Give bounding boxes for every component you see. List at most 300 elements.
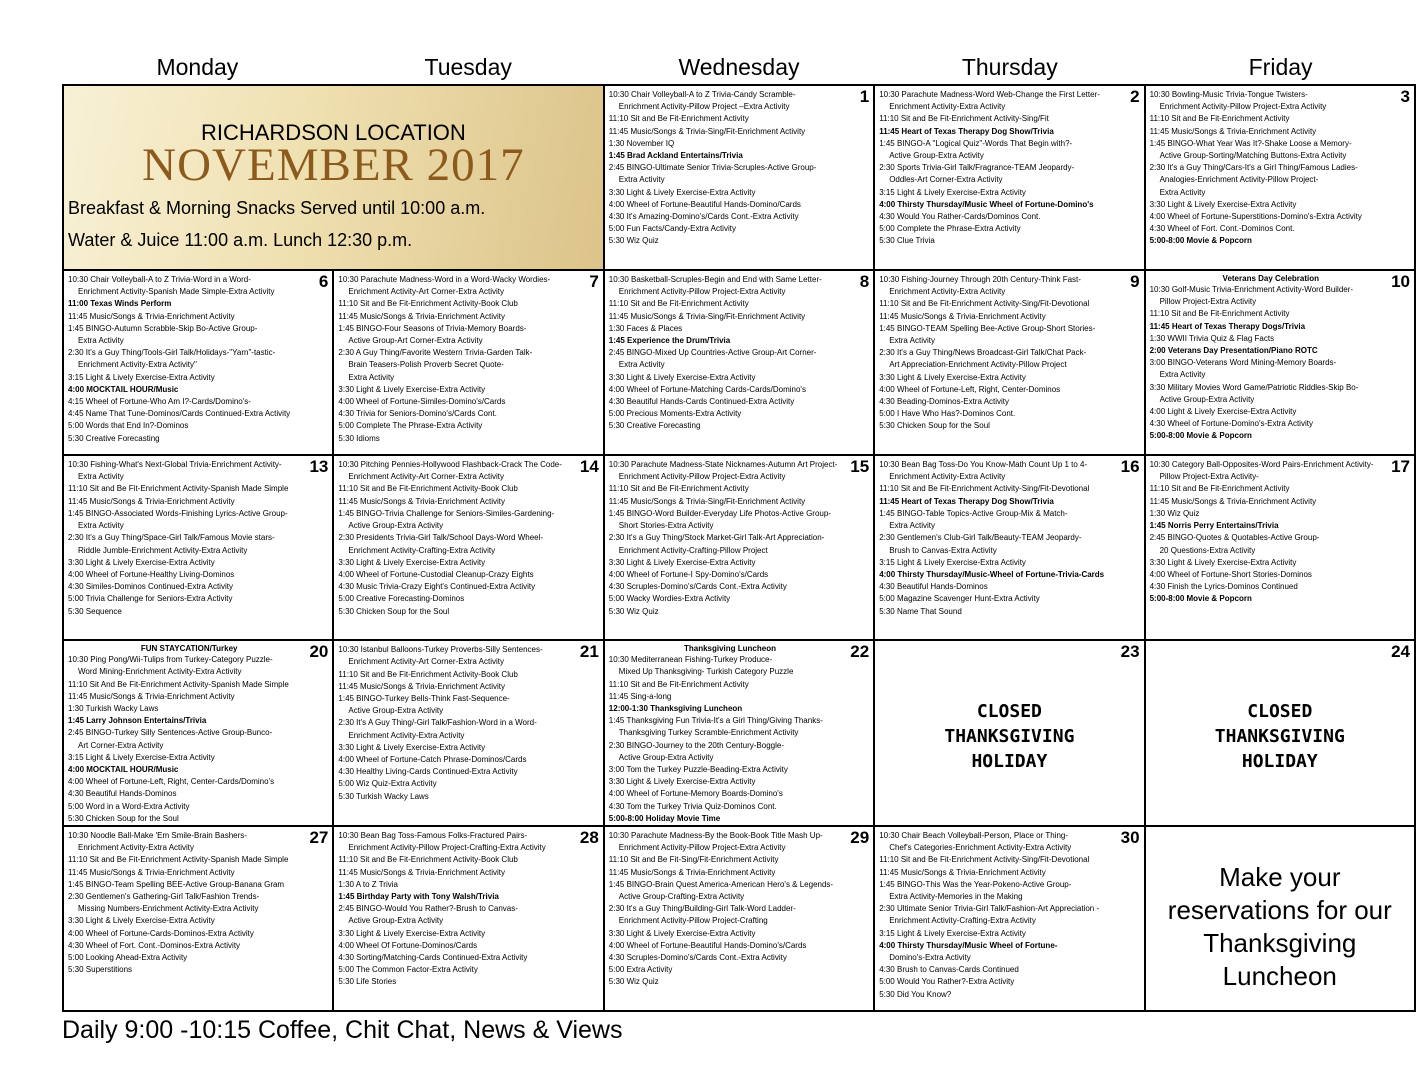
day-cell-29 xyxy=(605,827,875,1012)
activity-item: 2:30 Ultimate Senior Trivia-Girl Talk/Fashion-Art Appreciation - xyxy=(879,904,1100,914)
activity-item: 5:30 Life Stories xyxy=(338,977,397,987)
day-cell-1 xyxy=(605,86,875,271)
day-cell-21 xyxy=(334,641,604,827)
activity-item: 10:30 Noodle Ball-Make 'Em Smile-Brain Bashers- xyxy=(68,830,247,840)
activity-item: 2:30 A Guy Thing/Favorite Western Trivia-Garden Talk- xyxy=(338,348,533,358)
activity-item: 11:10 Sit and Be Fit-Enrichment Activity-Spanish Made Simple xyxy=(68,484,289,494)
activity-item: Pillow Project-Extra Activity- xyxy=(1159,472,1259,482)
day-number: 24 xyxy=(1391,642,1410,662)
activity-item: 4:30 Wheel of Fortune-Domino's-Extra Activity xyxy=(1149,419,1313,429)
day-cell-10 xyxy=(1146,271,1416,456)
activity-item: 10:30 Fishing-Journey Through 20th Century-Think Fast- xyxy=(879,275,1081,285)
activity-item: 4:30 Brush to Canvas-Cards Continued xyxy=(879,965,1019,975)
activity-item: 11:45 Music/Songs & Trivia-Enrichment Activity xyxy=(68,691,235,701)
activity-item: 4:30 Wheel of Fort. Cont.-Dominos Cont. xyxy=(1149,224,1295,234)
activity-item: 1:45 BINGO-TEAM Spelling Bee-Active Group-Short Stories- xyxy=(879,323,1096,333)
activity-item: 3:30 Light & Lively Exercise-Extra Activity xyxy=(879,372,1026,382)
activity-item: 5:00 Word in a Word-Extra Activity xyxy=(68,801,190,811)
activity-item: 11:45 Heart of Texas Therapy Dogs/Trivia xyxy=(1149,321,1306,331)
activity-item: 5:00-8:00 Movie & Popcorn xyxy=(1149,431,1252,441)
activity-item: 4:00 Wheel of Fortune-Similes-Domino's/Cards xyxy=(338,397,506,407)
activity-item: 5:00 Would You Rather?-Extra Activity xyxy=(879,977,1015,987)
activity-list xyxy=(879,827,1140,1001)
activity-item: Enrichment Activity-Extra Activity xyxy=(889,472,1006,482)
activity-list xyxy=(338,644,598,803)
activity-item: 11:45 Music/Songs & Trivia-Enrichment Activity xyxy=(338,867,505,877)
activity-item: 11:10 Sit and Be Fit-Enrichment Activity-Sing/Fit-Devotional xyxy=(879,299,1090,309)
activity-item: 1:45 Thanksgiving Fun Trivia-It's a Girl Thing/Giving Thanks- xyxy=(608,716,823,726)
activity-item: 4:00 Thirsty Thursday/Music-Wheel of Fortune-Trivia-Cards xyxy=(879,569,1105,579)
activity-item: 11:10 Sit and Be Fit-Enrichment Activity xyxy=(1149,309,1290,319)
activity-item: 4:30 Scruples-Domino's/Cards Cont.-Extra Activity xyxy=(608,952,787,962)
activity-item: 4:00 Light & Lively Exercise-Extra Activity xyxy=(1149,407,1297,417)
activity-item: 11:10 Sit and Be Fit-Enrichment Activity-Sing/Fit xyxy=(879,114,1049,124)
day-event-heading: FUN STAYCATION/Turkey xyxy=(140,644,238,654)
activity-item: 3:00 Tom the Turkey Puzzle-Beading-Extra Activity xyxy=(608,764,788,774)
activity-item: 5:30 Creative Forecasting xyxy=(68,433,160,443)
activity-item: 5:00-8:00 Movie & Popcorn xyxy=(1149,594,1252,604)
activity-item: 5:30 Wiz Quiz xyxy=(608,977,659,987)
activity-item: 10:30 Parachute Madness-By the Book-Book Title Mash Up- xyxy=(608,830,823,840)
activity-item: 1:45 BINGO-Word Builder-Everyday Life Photos-Active Group- xyxy=(608,508,831,518)
activity-item: 2:30 It's a Guy Thing/Building-Girl Talk-Word Ladder- xyxy=(608,904,796,914)
activity-item: 4:00 Wheel of Fortune-Beautiful Hands-Domino/Cards xyxy=(608,199,801,209)
activity-item: Short Stories-Extra Activity xyxy=(618,521,714,531)
activity-item: 4:30 Trivia for Seniors-Domino's/Cards Cont. xyxy=(338,409,497,419)
activity-item: 1:45 Birthday Party with Tony Walsh/Trivia xyxy=(338,891,499,901)
activity-item: 5:30 Did You Know? xyxy=(879,989,952,999)
weekday-thursday: Thursday xyxy=(961,54,1058,80)
activity-item: Extra Activity xyxy=(348,372,395,382)
day-cell-2 xyxy=(875,86,1145,271)
activity-item: 11:10 Sit and Be Fit-Enrichment Activity-Book Club xyxy=(338,484,518,494)
activity-item: Extra Activity xyxy=(1159,187,1206,197)
activity-item: 4:00 Wheel of Fortune-Short Stories-Dominos xyxy=(1149,569,1312,579)
activity-item: Enrichment Activity-Extra Activity xyxy=(78,843,195,853)
activity-item: 11:10 Sit and Be Fit-Enrichment Activity xyxy=(1149,484,1290,494)
activity-item: 10:30 Bean Bag Toss-Do You Know-Math Count Up 1 to 4- xyxy=(879,460,1088,470)
weekday-header-row xyxy=(62,52,1416,82)
activity-item: 4:00 Wheel of Fortune-Healthy Living-Dominos xyxy=(68,569,235,579)
activity-item: 4:30 Sorting/Matching-Cards Continued-Extra Activity xyxy=(338,952,528,962)
activity-item: Active Group-Art Corner-Extra Activity xyxy=(348,336,483,346)
activity-item: 2:30 Sports Trivia-Girl Talk/Fragrance-TEAM Jeopardy- xyxy=(879,163,1075,173)
activity-item: Art Appreciation-Enrichment Activity-Pillow Project xyxy=(889,360,1067,370)
activity-item: 4:00 Thirsty Thursday/Music Wheel of Fortune-Domino's xyxy=(879,199,1094,209)
activity-item: 3:15 Light & Lively Exercise-Extra Activity xyxy=(68,372,215,382)
day-number: 23 xyxy=(1120,642,1140,662)
activity-item: 1:45 Norris Perry Entertains/Trivia xyxy=(1149,521,1279,531)
day-number: 30 xyxy=(1120,827,1140,847)
activity-item: 10:30 Ping Pong/Wii-Tulips from Turkey-Category Puzzle- xyxy=(68,655,273,665)
activity-item: Enrichment Activity-Spanish Made Simple-Extra Activity xyxy=(78,287,275,297)
activity-item: Oddles-Art Corner-Extra Activity xyxy=(889,175,1003,185)
day-cell-27 xyxy=(64,827,334,1012)
activity-item: 11:45 Music/Songs & Trivia-Enrichment Activity xyxy=(338,496,505,506)
activity-list xyxy=(68,654,328,825)
activity-item: Enrichment Activity-Extra Activity xyxy=(889,287,1006,297)
activity-item: Enrichment Activity-Pillow Project-Extra Activity xyxy=(618,287,786,297)
activity-item: 4:00 Wheel of Fortune-Custodial Cleanup-Crazy Eights xyxy=(338,569,534,579)
activity-item: Enrichment Activity-Pillow Project-Crafting xyxy=(618,916,768,926)
activity-item: 2:45 BINGO-Mixed Up Countries-Active Group-Art Corner- xyxy=(608,348,817,358)
activity-list xyxy=(68,274,328,445)
activity-item: 4:30 Beautiful Hands-Cards Continued-Extra Activity xyxy=(608,397,795,407)
activity-item: 10:30 Mediterranean Fishing-Turkey Produce- xyxy=(608,655,773,665)
day-number: 16 xyxy=(1120,457,1140,477)
activity-item: Enrichment Activity-Crafting-Pillow Project xyxy=(618,545,768,555)
activity-item: Extra Activity xyxy=(889,521,935,531)
day-number: 8 xyxy=(859,272,870,292)
activity-item: 10:30 Bean Bag Toss-Famous Folks-Fractured Pairs- xyxy=(338,830,528,840)
activity-item: 5:00 Extra Activity xyxy=(608,965,673,975)
activity-item: 5:30 Wiz Quiz xyxy=(608,606,659,616)
activity-item: Enrichment Activity-Art Corner-Extra Activity xyxy=(348,287,504,297)
activity-item: 1:30 Turkish Wacky Laws xyxy=(68,703,159,713)
activity-item: Brush to Canvas-Extra Activity xyxy=(889,545,997,555)
activity-item: 10:30 Chair Volleyball-A to Z Trivia-Candy Scramble- xyxy=(608,90,796,99)
activity-item: 5:30 Superstitions xyxy=(68,965,133,975)
activity-item: 1:45 BINGO-Trivia Challenge for Seniors-Similes-Gardening- xyxy=(338,508,555,518)
activity-item: 3:30 Light & Lively Exercise-Extra Activity xyxy=(608,928,756,938)
activity-item: 3:30 Military Movies Word Game/Patriotic Riddles-Skip Bo- xyxy=(1149,382,1359,392)
activity-item: 2:30 Gentlemen's Club-Girl Talk/Beauty-TEAM Jeopardy- xyxy=(879,533,1082,543)
location-title: RICHARDSON LOCATION xyxy=(200,120,466,145)
activity-item: 5:30 Idioms xyxy=(338,433,380,443)
reservation-note: Make your reservations for our Thanksgiving Luncheon xyxy=(1167,861,1392,991)
activity-item: 11:10 Sit and Be Fit-Enrichment Activity-Sing/Fit-Devotional xyxy=(879,855,1090,865)
activity-item: 4:15 Wheel of Fortune-Who Am I?-Cards/Domino's- xyxy=(68,397,251,407)
day-cell-14 xyxy=(334,456,604,641)
closed-notice xyxy=(1146,699,1414,774)
activity-item: 1:30 November IQ xyxy=(608,138,675,148)
activity-item: 4:00 Wheel of Fortune-Left, Right, Center-Cards/Domino's xyxy=(68,777,275,787)
activity-item: 1:45 BINGO-Brain Quest America-American Hero's & Legends- xyxy=(608,879,834,889)
activity-item: 10:30 Chair Volleyball-A to Z Trivia-Word in a Word- xyxy=(68,275,251,285)
activity-item: 4:30 Tom the Turkey Trivia Quiz-Dominos Cont. xyxy=(608,801,777,811)
activity-item: Enrichment Activity-Pillow Project-Crafting-Extra Activity xyxy=(348,843,546,853)
activity-item: Analogies-Enrichment Activity-Pillow Project- xyxy=(1159,175,1319,185)
activity-item: 5:30 Chicken Soup for the Soul xyxy=(338,606,450,616)
activity-item: 4:00 Wheel of Fortune-Superstitions-Domino's-Extra Activity xyxy=(1149,212,1362,222)
activity-item: Enrichment Activity-Art Corner-Extra Activity xyxy=(348,657,504,667)
day-cell-28 xyxy=(334,827,604,1012)
activity-item: 11:45 Music/Songs & Trivia-Enrichment Activity xyxy=(879,867,1046,877)
activity-item: 2:30 Gentlemen's Gathering-Girl Talk/Fashion Trends- xyxy=(68,891,260,901)
activity-item: 11:45 Music/Songs & Trivia-Sing/Fit-Enrichment Activity xyxy=(608,496,806,506)
activity-item: 5:30 Chicken Soup for the Soul xyxy=(879,421,990,431)
activity-item: 3:30 Light & Lively Exercise-Extra Activity xyxy=(338,742,486,752)
activity-item: Enrichment Activity-Pillow Project-Extra Activity xyxy=(618,843,786,853)
day-cell-20 xyxy=(64,641,334,827)
breakfast-info: Breakfast & Morning Snacks Served until 10:00 a.m. xyxy=(68,198,486,218)
activity-item: 2:30 It's A Guy Thing/-Girl Talk/Fashion-Word in a Word- xyxy=(338,718,537,728)
activity-item: 11:45 Music/Songs & Trivia-Enrichment Activity xyxy=(68,311,235,321)
day-cell-16 xyxy=(875,456,1145,641)
activity-item: 1:30 A to Z Trivia xyxy=(338,879,398,889)
day-number: 22 xyxy=(850,642,870,662)
activity-item: 2:30 Presidents Trivia-Girl Talk/School Days-Word Wheel- xyxy=(338,533,544,543)
activity-list xyxy=(338,274,598,445)
activity-list xyxy=(338,827,599,989)
activity-item: 11:10 Sit and Be Fit-Sing/Fit-Enrichment Activity xyxy=(608,855,779,865)
activity-item: 5:30 Sequence xyxy=(68,606,122,616)
activity-item: 1:45 BINGO-This Was the Year-Pokeno-Active Group- xyxy=(879,879,1072,889)
day-number: 14 xyxy=(579,457,599,477)
activity-item: 10:30 Parachute Madness-State Nicknames-Autumn Art Project- xyxy=(608,460,838,470)
day-cell-6 xyxy=(64,271,334,456)
day-cell-24 xyxy=(1146,641,1416,827)
activity-item: Enrichment Activity-Crafting-Extra Activity xyxy=(889,916,1036,926)
activity-item: 5:00 Words that End In?-Dominos xyxy=(68,421,189,431)
activity-item: 10:30 Parachute Madness-Word in a Word-Wacky Wordies- xyxy=(338,275,551,285)
activity-item: 4:30 Finish the Lyrics-Dominos Continued xyxy=(1149,582,1298,592)
activity-item: Brain Teasers-Polish Proverb Secret Quote- xyxy=(348,360,504,370)
activity-item: 4:30 It's Amazing-Domino's/Cards Cont.-Extra Activity xyxy=(608,212,799,222)
activity-item: 5:00-8:00 Movie & Popcorn xyxy=(1149,236,1252,246)
activity-item: Active Group-Extra Activity xyxy=(889,151,984,161)
activity-item: 10:30 Chair Beach Volleyball-Person, Place or Thing- xyxy=(879,830,1069,840)
activity-item: 11:45 Music/Songs & Trivia-Enrichment Activity xyxy=(338,311,505,321)
day-number: 29 xyxy=(850,827,870,847)
day-number: 13 xyxy=(309,457,329,477)
activity-item: 4:00 Wheel of Fortune-Beautiful Hands-Domino's/Cards xyxy=(608,940,807,950)
activity-item: 2:30 It's a Guy Thing/Cars-It's a Girl Thing/Famous Ladies- xyxy=(1149,163,1358,173)
activity-item: 4:30 Similes-Dominos Continued-Extra Activity xyxy=(68,582,233,592)
activity-item: 12:00-1:30 Thanksgiving Luncheon xyxy=(608,703,743,713)
activity-item: Active Group-Extra Activity xyxy=(1159,394,1255,404)
activity-list xyxy=(1150,89,1410,248)
activity-item: 10:30 Istanbul Balloons-Turkey Proverbs-Silly Sentences- xyxy=(338,645,543,655)
activity-item: 4:00 Wheel of Fortune-Matching Cards-Cards/Domino's xyxy=(608,384,806,394)
activity-item: 11:10 Sit and Be Fit-Enrichment Activity-Book Club xyxy=(338,669,518,679)
weekday-wednesday: Wednesday xyxy=(678,54,800,80)
activity-item: Art Corner-Extra Activity xyxy=(78,740,164,750)
activity-item: Domino's-Extra Activity xyxy=(889,952,971,962)
day-cell-7 xyxy=(334,271,604,456)
activity-item: 11:45 Heart of Texas Therapy Dog Show/Trivia xyxy=(879,496,1054,506)
activity-item: 3:30 Light & Lively Exercise-Extra Activity xyxy=(338,928,486,938)
activity-item: 11:10 Sit and Be Fit-Enrichment Activity-Book Club xyxy=(338,855,518,865)
activity-item: 5:00 I Have Who Has?-Dominos Cont. xyxy=(879,409,1016,419)
activity-item: Chef's Categories-Enrichment Activity-Extra Activity xyxy=(889,843,1072,853)
activity-item: Active Group-Extra Activity xyxy=(348,916,444,926)
activity-item: Extra Activity xyxy=(618,360,665,370)
activity-item: 3:30 Light & Lively Exercise-Extra Activity xyxy=(1149,199,1297,209)
activity-item: 5:00 Magazine Scavenger Hunt-Extra Activity xyxy=(879,594,1040,604)
activity-item: 4:30 Music Trivia-Crazy Eight's Continued-Extra Activity xyxy=(338,582,536,592)
activity-item: 1:45 Larry Johnson Entertains/Trivia xyxy=(68,716,207,726)
activity-item: 3:00 BINGO-Veterans Word Mining-Memory Boards- xyxy=(1149,358,1337,368)
activity-item: 4:00 Wheel of Fortune-I Spy-Domino's/Cards xyxy=(608,569,769,579)
activity-item: 10:30 Bowling-Music Trivia-Tongue Twisters- xyxy=(1149,90,1308,99)
activity-item: 5:00 Creative Forecasting-Dominos xyxy=(338,594,465,604)
day-number: 21 xyxy=(579,642,599,662)
activity-item: 5:00 Complete The Phrase-Extra Activity xyxy=(338,421,483,431)
activity-item: Extra Activity xyxy=(1159,370,1206,380)
activity-item: Enrichment Activity-Extra Activity" xyxy=(78,360,197,370)
day-cell-30 xyxy=(875,827,1145,1012)
activity-item: 3:30 Light & Lively Exercise-Extra Activity xyxy=(338,384,486,394)
activity-item: 3:15 Light & Lively Exercise-Extra Activity xyxy=(879,187,1026,197)
activity-item: 3:30 Light & Lively Exercise-Extra Activity xyxy=(608,187,756,197)
day-number: 6 xyxy=(318,272,329,292)
activity-item: 3:15 Light & Lively Exercise-Extra Activity xyxy=(879,928,1026,938)
activity-item: 2:30 It's a Guy Thing/News Broadcast-Girl Talk/Chat Pack- xyxy=(879,348,1087,358)
daily-coffee-note: Daily 9:00 -10:15 Coffee, Chit Chat, News & Views xyxy=(62,1016,623,1044)
activity-item: 2:30 It's a Guy Thing/Space-Girl Talk/Famous Movie stars- xyxy=(68,533,275,543)
activity-list xyxy=(68,827,329,976)
calendar-grid xyxy=(62,84,1416,1012)
activity-item: 3:30 Light & Lively Exercise-Extra Activity xyxy=(68,557,215,567)
day-number: 1 xyxy=(859,87,870,106)
activity-list xyxy=(68,459,328,618)
activity-item: 1:30 WWII Trivia Quiz & Flag Facts xyxy=(1149,333,1275,343)
activity-item: 10:30 Fishing-What's Next-Global Trivia-Enrichment Activity- xyxy=(68,460,282,470)
activity-item: 1:30 Wiz Quiz xyxy=(1149,508,1200,518)
activity-item: Enrichment Activity-Pillow Project –Extra Activity xyxy=(618,102,790,112)
activity-list xyxy=(609,274,869,433)
activity-item: 10:30 Golf-Music Trivia-Enrichment Activity-Word Builder- xyxy=(1149,285,1354,295)
day-cell-15 xyxy=(605,456,875,641)
day-cell-13 xyxy=(64,456,334,641)
activity-item: 3:30 Light & Lively Exercise-Extra Activity xyxy=(608,777,756,787)
activity-item: 3:15 Light & Lively Exercise-Extra Activity xyxy=(879,557,1026,567)
activity-item: 11:45 Music/Songs & Trivia-Enrichment Activity xyxy=(68,867,235,877)
activity-item: 1:45 Experience the Drum/Trivia xyxy=(608,336,731,346)
activity-item: 2:30 BINGO-Journey to the 20th Century-Boggle- xyxy=(608,740,784,750)
activity-item: Enrichment Activity-Crafting-Extra Activity xyxy=(348,545,496,555)
activity-item: 10:30 Parachute Madness-Word Web-Change the First Letter- xyxy=(879,90,1100,99)
activity-item: 1:45 BINGO-Autumn Scrabble-Skip Bo-Active Group- xyxy=(68,323,258,333)
day-number: 15 xyxy=(850,457,870,477)
activity-list xyxy=(879,89,1139,248)
activity-item: 5:30 Turkish Wacky Laws xyxy=(338,791,429,801)
activity-item: 1:45 BINGO-Associated Words-Finishing Lyrics-Active Group- xyxy=(68,508,288,518)
closed-notice-line: THANKSGIVING xyxy=(1214,726,1345,748)
activity-item: 3:30 Light & Lively Exercise-Extra Activity xyxy=(608,557,756,567)
activity-item: 4:00 Wheel of Fortune-Cards-Dominos-Extra Activity xyxy=(68,928,254,938)
activity-item: 10:30 Category Ball-Opposites-Word Pairs-Enrichment Activity- xyxy=(1149,460,1374,470)
closed-notice-line: HOLIDAY xyxy=(971,751,1048,773)
activity-item: 2:00 Veterans Day Presentation/Piano ROTC xyxy=(1149,346,1318,356)
activity-item: Enrichment Activity-Extra Activity xyxy=(348,730,465,740)
day-cell-9 xyxy=(875,271,1145,456)
activity-item: Extra Activity xyxy=(78,336,124,346)
weekday-tuesday: Tuesday xyxy=(424,54,512,80)
activity-item: 5:00 Fun Facts/Candy-Extra Activity xyxy=(608,224,736,234)
lunch-info: Water & Juice 11:00 a.m. Lunch 12:30 p.m. xyxy=(68,230,413,250)
activity-item: Active Group-Crafting-Extra Activity xyxy=(618,891,745,901)
activity-item: 11:10 Sit and Be Fit-Enrichment Activity-Sing/Fit-Devotional xyxy=(879,484,1090,494)
day-number: 3 xyxy=(1400,87,1410,106)
activity-item: 11:45 Music/Songs & Trivia-Enrichment Activity xyxy=(879,311,1046,321)
activity-list xyxy=(338,459,598,618)
activity-item: 3:30 Light & Lively Exercise-Extra Activity xyxy=(608,372,756,382)
activity-item: 2:45 BINGO-Turkey Silly Sentences-Active Group-Bunco- xyxy=(68,728,273,738)
activity-item: 11:45 Music/Songs & Trivia-Enrichment Activity xyxy=(1149,126,1317,136)
day-number: 28 xyxy=(579,827,599,847)
month-banner xyxy=(64,86,605,271)
activity-item: 1:45 BINGO-Table Topics-Active Group-Mix & Match- xyxy=(879,508,1068,518)
day-number: 10 xyxy=(1391,272,1410,292)
activity-item: 2:30 It's a Guy Thing/Stock Market-Girl Talk-Art Appreciation- xyxy=(608,533,825,543)
day-cell-22 xyxy=(605,641,875,827)
closed-notice-line: THANKSGIVING xyxy=(944,726,1075,748)
activity-item: Word Mining-Enrichment Activity-Extra Activity xyxy=(78,667,242,677)
activity-item: 11:10 Sit and Be Fit-Enrichment Activity xyxy=(608,299,749,309)
closed-notice-line: HOLIDAY xyxy=(1241,751,1318,773)
activity-item: Active Group-Extra Activity xyxy=(348,521,444,531)
activity-item: 1:30 Faces & Places xyxy=(608,323,683,333)
closed-notice-line: CLOSED xyxy=(976,701,1042,723)
activity-item: 10:30 Pitching Pennies-Hollywood Flashback-Crack The Code- xyxy=(338,460,562,470)
activity-list xyxy=(1150,284,1410,443)
activity-item: 5:30 Wiz Quiz xyxy=(608,236,659,246)
activity-item: 4:30 Wheel of Fort. Cont.-Dominos-Extra Activity xyxy=(68,940,241,950)
activity-item: 11:45 Music/Songs & Trivia-Enrichment Activity xyxy=(338,681,505,691)
reservation-note-cell xyxy=(1146,827,1416,1012)
activity-item: 4:00 Thirsty Thursday/Music Wheel of Fortune- xyxy=(879,940,1058,950)
activity-item: 4:30 Beautiful Hands-Dominos xyxy=(68,789,177,799)
activity-item: Enrichment Activity-Art Corner-Extra Activity xyxy=(348,472,504,482)
activity-item: 3:30 Light & Lively Exercise-Extra Activity xyxy=(1149,557,1297,567)
activity-item: 5:00 Complete the Phrase-Extra Activity xyxy=(879,224,1021,234)
activity-item: 3:30 Light & Lively Exercise-Extra Activity xyxy=(68,916,215,926)
activity-list xyxy=(608,827,870,989)
closed-notice-line: CLOSED xyxy=(1247,701,1313,723)
activity-item: 5:00 Wacky Wordies-Extra Activity xyxy=(608,594,731,604)
activity-item: 3:15 Light & Lively Exercise-Extra Activity xyxy=(68,752,215,762)
day-cell-23 xyxy=(875,641,1145,827)
activity-item: 4:30 Beading-Dominos-Extra Activity xyxy=(879,397,1010,407)
activity-item: 11:10 Sit and Be Fit-Enrichment Activity xyxy=(608,484,749,494)
activity-item: 4:45 Name That Tune-Dominos/Cards Continued-Extra Activity xyxy=(68,409,291,419)
activity-item: 4:00 Wheel of Fortune-Catch Phrase-Dominos/Cards xyxy=(338,754,527,764)
activity-item: 11:45 Music/Songs & Trivia-Enrichment Activity xyxy=(1149,496,1317,506)
activity-item: 11:45 Sing-a-long xyxy=(608,691,672,701)
activity-item: 11:10 Sit and Be Fit-Enrichment Activity xyxy=(608,114,749,124)
activity-item: 1:45 BINGO-What Year Was It?-Shake Loose a Memory- xyxy=(1149,138,1352,148)
activity-item: Active Group-Sorting/Matching Buttons-Extra Activity xyxy=(1159,151,1347,161)
activity-item: 4:00 MOCKTAIL HOUR/Music xyxy=(68,764,179,774)
activity-item: 5:00 Looking Ahead-Extra Activity xyxy=(68,952,188,962)
weekday-friday: Friday xyxy=(1248,54,1313,80)
activity-item: 11:10 Sit and Be Fit-Enrichment Activity xyxy=(1149,114,1290,124)
day-number: 9 xyxy=(1130,272,1140,292)
activity-list xyxy=(879,274,1139,433)
activity-item: Pillow Project-Extra Activity xyxy=(1159,297,1257,307)
activity-item: 2:45 BINGO-Would You Rather?-Brush to Canvas- xyxy=(338,904,518,914)
day-number: 17 xyxy=(1391,457,1410,477)
activity-item: 4:00 Wheel of Fortune-Memory Boards-Domino's xyxy=(608,789,783,799)
activity-item: 5:00 Trivia Challenge for Seniors-Extra Activity xyxy=(68,594,233,604)
activity-item: 2:45 BINGO-Ultimate Senior Trivia-Scruples-Active Group- xyxy=(608,163,817,173)
activity-item: 4:30 Beautiful Hands-Dominos xyxy=(879,582,988,592)
activity-item: 4:30 Scruples-Domino's/Cards Cont.-Extra Activity xyxy=(608,582,787,592)
activity-item: 4:30 Healthy Living-Cards Continued-Extra Activity xyxy=(338,767,518,777)
activity-item: Active Group-Extra Activity xyxy=(348,706,444,716)
activity-item: Missing Numbers-Enrichment Activity-Extra Activity xyxy=(78,904,259,914)
activity-item: 11:10 Sit And Be Fit-Enrichment Activity-Spanish Made Simple xyxy=(68,679,289,689)
activity-item: 5:30 Chicken Soup for the Soul xyxy=(68,813,179,823)
day-event-heading: Veterans Day Celebration xyxy=(1222,274,1320,284)
activity-item: 10:30 Basketball-Scruples-Begin and End with Same Letter- xyxy=(608,275,822,285)
activity-list xyxy=(609,459,869,618)
activity-item: 11:10 Sit and Be Fit-Enrichment Activity xyxy=(608,679,749,689)
day-cell-17 xyxy=(1146,456,1416,641)
activity-item: 5:00-8:00 Holiday Movie Time xyxy=(608,813,721,823)
